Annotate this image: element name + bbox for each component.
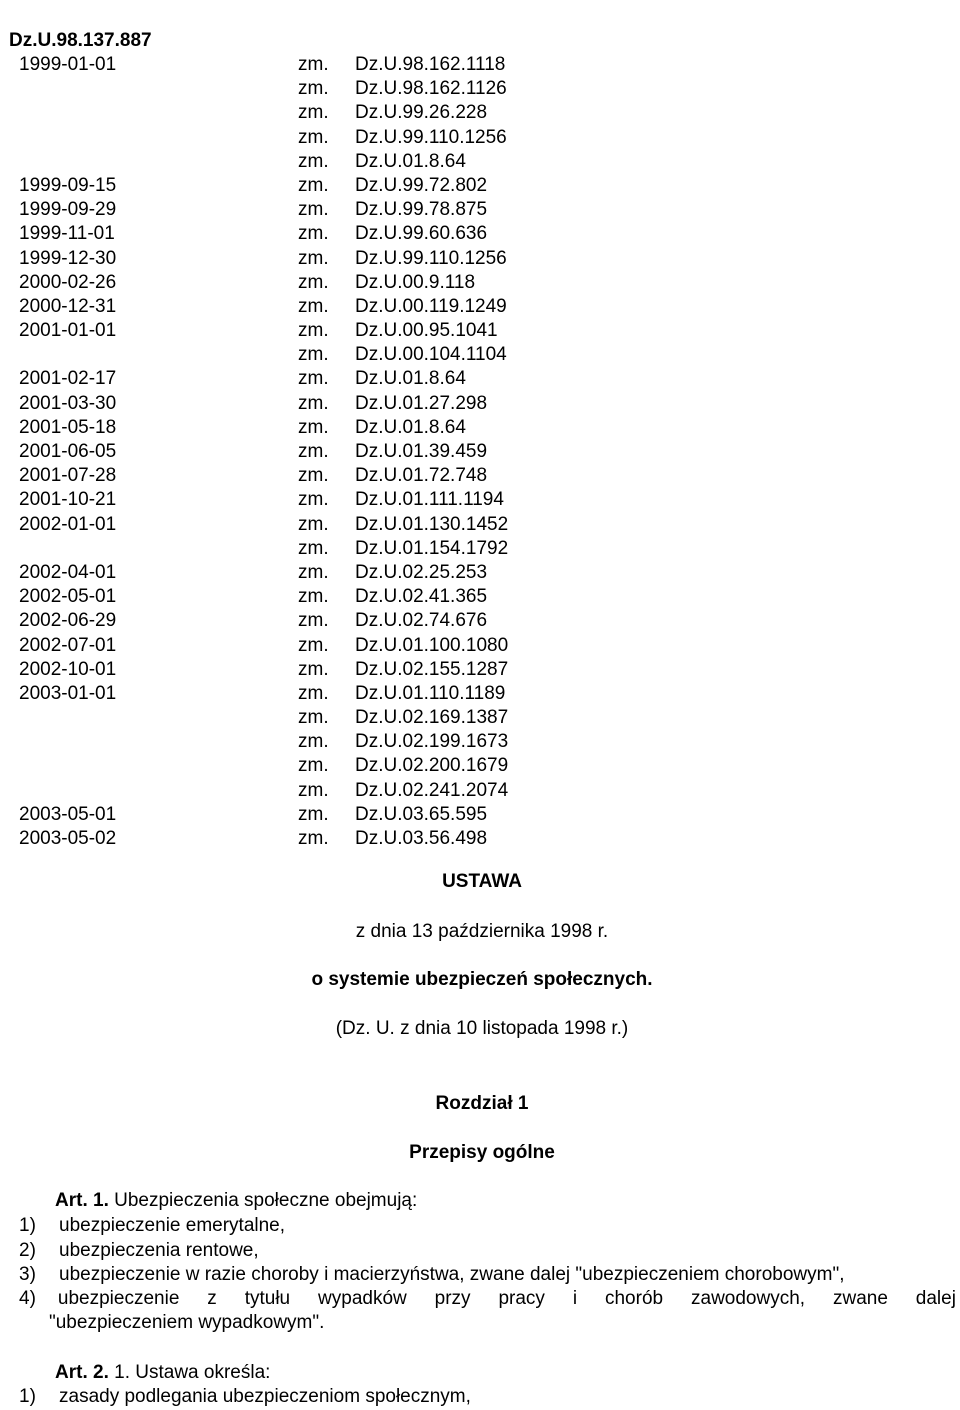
amendment-marker: zm. (298, 513, 329, 535)
amendment-ref: Dz.U.99.110.1256 (355, 247, 507, 269)
amendment-row (0, 344, 960, 368)
amendment-ref: Dz.U.02.200.1679 (355, 755, 509, 777)
justified-word: z (207, 1288, 217, 1309)
list-item-number: 1) (19, 1386, 36, 1407)
act-type: USTAWA (442, 871, 522, 892)
art1-text: Ubezpieczenia społeczne obejmują: (108, 1190, 418, 1211)
amendment-ref: Dz.U.02.74.676 (355, 610, 488, 632)
amendment-ref: Dz.U.99.26.228 (355, 102, 488, 124)
amendment-ref: Dz.U.02.169.1387 (355, 707, 509, 729)
amendment-date: 2000-02-26 (19, 271, 117, 293)
amendment-row (0, 417, 960, 441)
chapter-number: Rozdział 1 (435, 1093, 529, 1114)
amendment-marker: zm. (298, 658, 329, 680)
amendment-date: 2002-05-01 (19, 586, 117, 608)
list-item-text: ubezpieczenie emerytalne, (59, 1215, 286, 1236)
amendment-ref: Dz.U.02.155.1287 (355, 658, 509, 680)
amendment-ref: Dz.U.01.72.748 (355, 465, 488, 487)
list-item-text (58, 1288, 956, 1310)
amendment-row (0, 441, 960, 465)
amendment-row (0, 151, 960, 175)
amendment-row (0, 659, 960, 683)
amendment-marker: zm. (298, 78, 329, 100)
amendment-row (0, 175, 960, 199)
amendment-ref: Dz.U.02.25.253 (355, 561, 488, 583)
amendment-row (0, 54, 960, 78)
amendment-row (0, 78, 960, 102)
amendment-ref: Dz.U.00.104.1104 (355, 344, 507, 366)
amendment-ref: Dz.U.02.241.2074 (355, 779, 509, 801)
amendment-marker: zm. (298, 150, 329, 172)
amendment-ref: Dz.U.01.110.1189 (355, 682, 506, 704)
amendment-date: 2001-07-28 (19, 465, 117, 487)
amendment-row (0, 296, 960, 320)
amendment-marker: zm. (298, 682, 329, 704)
amendment-ref: Dz.U.01.39.459 (355, 441, 488, 462)
amendment-ref: Dz.U.03.65.595 (355, 803, 488, 825)
amendment-date: 2002-04-01 (19, 561, 117, 583)
list-item (19, 1386, 471, 1408)
amendment-date: 2002-07-01 (19, 634, 117, 656)
list-item-number: 4) (19, 1288, 36, 1309)
act-title: o systemie ubezpieczeń społecznych. (311, 969, 653, 990)
amendment-marker: zm. (298, 610, 329, 632)
amendment-date: 1999-01-01 (19, 54, 117, 75)
amendment-date: 1999-09-15 (19, 174, 117, 196)
amendment-marker: zm. (298, 320, 329, 342)
amendment-date: 2002-01-01 (19, 513, 117, 535)
amendment-ref: Dz.U.01.100.1080 (355, 634, 509, 656)
amendment-marker: zm. (298, 223, 329, 245)
amendment-ref: Dz.U.03.56.498 (355, 828, 488, 849)
amendment-marker: zm. (298, 779, 329, 801)
justified-word: i (572, 1288, 578, 1309)
amendment-ref: Dz.U.01.27.298 (355, 392, 488, 414)
amendment-date: 2001-06-05 (19, 441, 117, 462)
amendment-marker: zm. (298, 731, 329, 753)
art1-label: Art. 1. (55, 1190, 109, 1211)
amendment-marker: zm. (298, 271, 329, 293)
amendment-marker: zm. (298, 199, 329, 221)
art1-item-4 (19, 1288, 956, 1310)
list-item (19, 1264, 844, 1286)
justified-word: ubezpieczenie (57, 1288, 180, 1309)
list-item-text: ubezpieczenia rentowe, (59, 1239, 259, 1261)
amendment-ref: Dz.U.01.130.1452 (355, 513, 509, 535)
amendment-ref: Dz.U.01.8.64 (355, 150, 466, 172)
amendment-date: 2001-02-17 (19, 368, 117, 390)
justified-word: dalej (915, 1288, 956, 1309)
art1-item-4-continuation: "ubezpieczeniem wypadkowym". (49, 1312, 325, 1333)
amendment-row (0, 102, 960, 126)
justified-word: chorób (604, 1288, 664, 1309)
amendment-ref: Dz.U.00.95.1041 (355, 320, 498, 342)
amendment-row (0, 586, 960, 610)
amendment-row (0, 368, 960, 392)
amendment-marker: zm. (298, 803, 329, 825)
amendment-marker: zm. (298, 54, 329, 75)
justified-word: przy (434, 1288, 471, 1309)
amendment-row (0, 272, 960, 296)
list-item (19, 1240, 259, 1262)
amendment-row (0, 489, 960, 513)
amendment-date: 2003-01-01 (19, 682, 117, 704)
amendment-marker: zm. (298, 465, 329, 487)
amendment-date: 2003-05-02 (19, 828, 117, 849)
amendment-marker: zm. (298, 707, 329, 729)
amendment-marker: zm. (298, 416, 329, 438)
list-item-text: ubezpieczenie w razie choroby i macierzyństwa, zwane dalej "ubezpieczeniem chorobowym", (59, 1264, 845, 1285)
amendment-date: 2001-01-01 (19, 320, 117, 342)
amendment-marker: zm. (298, 441, 329, 462)
amendment-row (0, 780, 960, 804)
amendment-row (0, 199, 960, 223)
justified-word: wypadków (318, 1288, 407, 1309)
amendment-row (0, 248, 960, 272)
amendment-date: 1999-11-01 (19, 223, 115, 245)
amendment-date: 2000-12-31 (19, 295, 117, 317)
amendment-ref: Dz.U.99.60.636 (355, 223, 488, 245)
amendment-ref: Dz.U.02.199.1673 (355, 731, 509, 753)
amendment-marker: zm. (298, 102, 329, 124)
act-publication: (Dz. U. z dnia 10 listopada 1998 r.) (335, 1018, 629, 1039)
amendment-ref: Dz.U.99.78.875 (355, 199, 488, 221)
art2-heading (55, 1362, 270, 1384)
amendment-row (0, 127, 960, 151)
list-item-text: zasady podlegania ubezpieczeniom społecznym, (59, 1386, 471, 1407)
amendment-ref: Dz.U.01.154.1792 (355, 537, 509, 559)
amendment-row (0, 393, 960, 417)
art2-text: 1. Ustawa określa: (108, 1362, 271, 1383)
amendment-ref: Dz.U.01.8.64 (355, 416, 466, 438)
amendment-ref: Dz.U.01.111.1194 (355, 489, 504, 511)
justified-word: pracy (498, 1288, 545, 1309)
amendment-marker: zm. (298, 634, 329, 656)
justified-word: tytułu (244, 1288, 291, 1309)
amendment-date: 2001-10-21 (19, 489, 117, 511)
amendment-row (0, 465, 960, 489)
chapter-title: Przepisy ogólne (409, 1142, 555, 1163)
justified-word: zawodowych, (691, 1288, 806, 1309)
amendment-row (0, 635, 960, 659)
amendment-date: 2003-05-01 (19, 803, 117, 825)
amendment-marker: zm. (298, 247, 329, 269)
amendment-date: 2001-03-30 (19, 392, 117, 414)
amendment-marker: zm. (298, 368, 329, 390)
amendment-row (0, 538, 960, 562)
amendment-marker: zm. (298, 295, 329, 317)
amendment-row (0, 562, 960, 586)
amendment-row (0, 610, 960, 634)
amendment-marker: zm. (298, 586, 329, 608)
amendment-date: 2002-06-29 (19, 610, 117, 632)
amendment-date: 2001-05-18 (19, 416, 117, 438)
list-item-number: 2) (19, 1239, 36, 1261)
amendment-row (0, 320, 960, 344)
amendment-ref: Dz.U.98.162.1118 (355, 54, 506, 75)
amendment-ref: Dz.U.00.119.1249 (355, 295, 507, 317)
amendment-row (0, 804, 960, 828)
list-item-number: 1) (19, 1215, 36, 1236)
act-date: z dnia 13 października 1998 r. (355, 921, 609, 942)
amendment-ref: Dz.U.01.8.64 (355, 368, 466, 390)
amendment-ref: Dz.U.99.72.802 (355, 174, 488, 196)
list-item-number: 3) (19, 1264, 36, 1285)
amendment-ref: Dz.U.99.110.1256 (355, 126, 507, 148)
amendment-date: 1999-09-29 (19, 199, 117, 221)
amendment-marker: zm. (298, 489, 329, 511)
amendment-marker: zm. (298, 344, 329, 366)
list-item (19, 1215, 285, 1237)
amendment-row (0, 223, 960, 247)
amendment-marker: zm. (298, 755, 329, 777)
amendment-row (0, 514, 960, 538)
amendment-row (0, 755, 960, 779)
amendments-list (0, 54, 960, 852)
amendment-row (0, 707, 960, 731)
amendment-ref: Dz.U.98.162.1126 (355, 78, 507, 100)
amendment-marker: zm. (298, 392, 329, 414)
amendment-marker: zm. (298, 561, 329, 583)
document-id: Dz.U.98.137.887 (9, 30, 152, 51)
amendment-marker: zm. (298, 126, 329, 148)
amendment-ref: Dz.U.02.41.365 (355, 586, 488, 608)
amendment-row (0, 731, 960, 755)
amendment-ref: Dz.U.00.9.118 (355, 271, 476, 293)
art2-label: Art. 2. (55, 1362, 109, 1383)
art1-heading (55, 1190, 417, 1212)
amendment-marker: zm. (298, 537, 329, 559)
amendment-marker: zm. (298, 174, 329, 196)
amendment-marker: zm. (298, 828, 329, 849)
amendment-date: 1999-12-30 (19, 247, 117, 269)
amendment-row (0, 683, 960, 707)
justified-word: zwane (832, 1288, 888, 1309)
amendment-date: 2002-10-01 (19, 658, 117, 680)
amendment-row (0, 828, 960, 852)
